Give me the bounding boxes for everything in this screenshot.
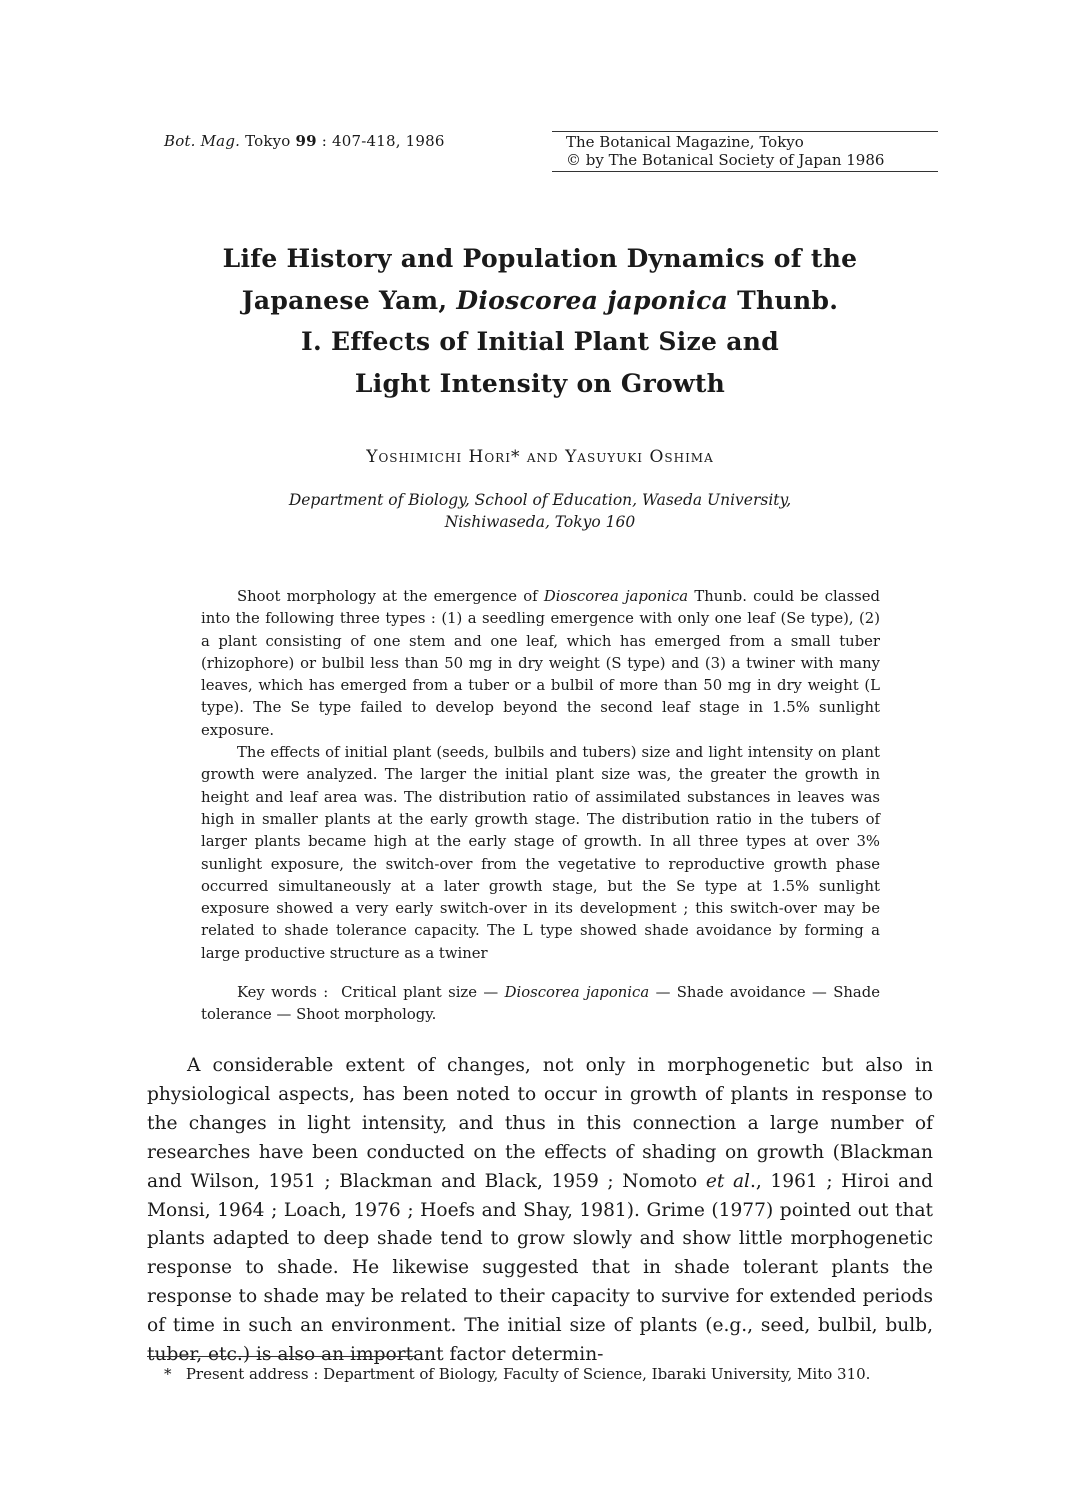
abstract-species-name: Dioscorea japonica [543, 588, 689, 605]
author-conjunction: and [526, 447, 559, 467]
keyword-4: Shade tolerance [201, 984, 880, 1024]
citation-et-al: et al [705, 1170, 750, 1192]
title-line-4: Light Intensity on Growth [354, 368, 726, 398]
paper-title [0, 238, 1080, 404]
journal-name: The Botanical Magazine, Tokyo [566, 133, 804, 151]
title-line-1: Life History and Population Dynamics of the [222, 244, 858, 273]
abstract-paragraph-1: Shoot morphology at the emergence of Dioscorea japonica Thunb. could be classed into the following three types : (1) a seedling emergence with only one leaf (Se type), (2) a plant consisting of one stem and one leaf, which has emerged from a small tuber (rhizophore) or bulbil less than 50 mg in dry weight (S type) and (3) a twiner with many leaves, which has emerged from a tuber or a bulbil of more than 50 mg in dry weight (L type). The Se type failed to develop beyond the second leaf stage in 1.5% sunlight exposure. [201, 588, 880, 739]
body-paragraph: A considerable extent of changes, not only in morphogenetic but also in physiological aspects, has been noted to occur in growth of plants in response to the changes in light intensity, and thus in this connection a large number of researches have been conducted on the effects of shading on growth (Blackman and Wilson, 1951 ; Blackman and Black, 1959 ; Nomoto et al., 1961 ; Hiroi and Monsi, 1964 ; Loach, 1976 ; Hoefs and Shay, 1981). Grime (1977) pointed out that plants adapted to deep shade tend to grow slowly and show little morphogenetic response to shade. He likewise suggested that in shade tolerant plants the response to shade may be related to their capacity to survive for extended periods of time in such an environment. The initial size of plants (e.g., seed, bulbil, bulb, tuber, etc.) is also an important factor determin- [147, 1055, 934, 1366]
abstract [201, 586, 880, 965]
author-line [0, 447, 1080, 467]
keyword-2: Dioscorea japonica [504, 984, 650, 1001]
footnote-marker: * [164, 1365, 172, 1383]
title-species-name: Dioscorea japonica [456, 285, 729, 315]
title-line-3: I. Effects of Initial Plant Size and [301, 327, 779, 356]
footnote-marker: * [510, 447, 521, 467]
keyword-3: Shade avoidance [676, 984, 806, 1001]
keyword-5: Shoot morphology. [296, 1006, 437, 1024]
keywords: Key words : Critical plant size — Dioscorea japonica — Shade avoidance — Shade tolerance — Shoot morphology. [201, 984, 880, 1024]
affiliation-line-1: Department of Biology, School of Education, Waseda University, [288, 491, 792, 509]
affiliation-line-2: Nishiwaseda, Tokyo 160 [444, 512, 636, 531]
footnote-text: Present address : Department of Biology, Faculty of Science, Ibaraki University, Mito 310. [185, 1365, 871, 1383]
citation-line: Bot. Mag. Tokyo 99 : 407-418, 1986 [164, 132, 445, 150]
journal-copyright-box [552, 131, 938, 172]
journal-abbrev: Bot. Mag. [164, 132, 241, 150]
author-1: Yoshimichi Hori [366, 447, 511, 467]
title-line-2: Japanese Yam, Dioscorea japonica Thunb. [241, 285, 839, 315]
author-2: Yasuyuki Oshima [565, 447, 714, 467]
affiliation [0, 490, 1080, 533]
page-range: 407-418, 1986 [331, 132, 445, 150]
copyright-notice: © by The Botanical Society of Japan 1986 [566, 151, 885, 169]
keyword-1: Critical plant size [341, 984, 477, 1001]
footnote-rule [147, 1356, 415, 1357]
journal-city: Tokyo [245, 132, 291, 150]
volume-number: 99 [295, 132, 317, 150]
abstract-paragraph-2: The effects of initial plant (seeds, bulbils and tubers) size and light intensity on plant growth were analyzed. The larger the initial plant size was, the greater the growth in height and leaf area was. The distribution ratio of assimilated substances in leaves was high in smaller plants at the early growth stage. The distribution ratio in the tubers of larger plants became high at the early stage of growth. In all three types at over 3% sunlight exposure, the switch-over from the vegetative to reproductive growth phase occurred simultaneously at a later growth stage, but the Se type at 1.5% sunlight exposure showed a very early switch-over in its development ; this switch-over may be related to shade tolerance capacity. The L type showed shade avoidance by forming a large productive structure as a twiner [201, 744, 880, 962]
footnote [164, 1365, 870, 1383]
keywords-label: Key words : [237, 984, 329, 1001]
